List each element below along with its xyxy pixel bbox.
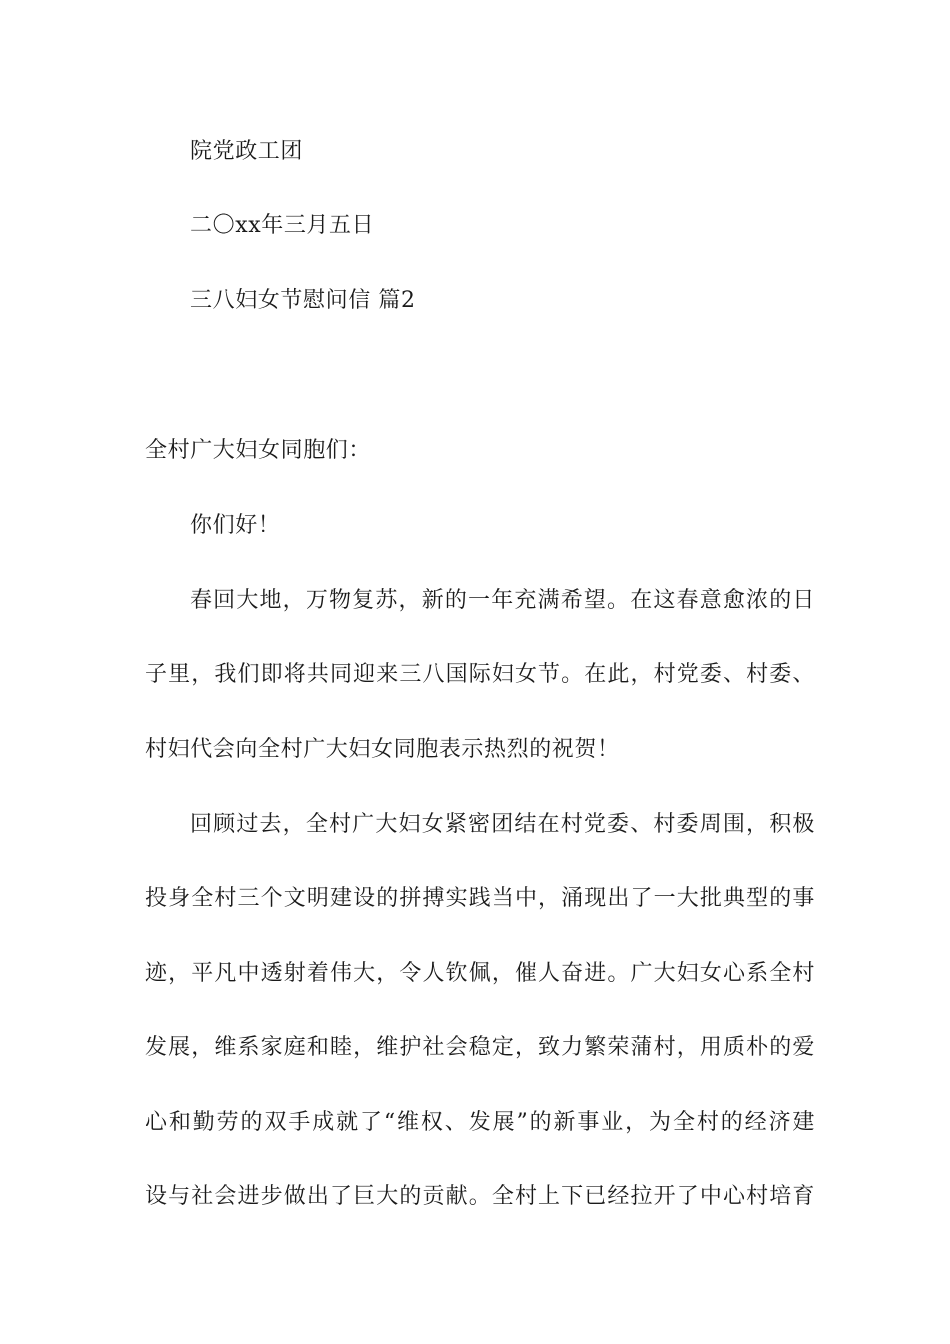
salutation: 全村广大妇女同胞们： [145,438,372,463]
section-title: 三八妇女节慰问信 篇2 [190,288,416,313]
greeting: 你们好！ [190,513,281,538]
paragraph-line: 回顾过去，全村广大妇女紧密团结在村党委、村委周围，积极 [190,812,815,837]
paragraph-line: 村妇代会向全村广大妇女同胞表示热烈的祝贺！ [145,737,620,762]
signature-org: 院党政工团 [190,139,304,164]
paragraph-line: 投身全村三个文明建设的拼搏实践当中，涌现出了一大批典型的事 [145,886,815,911]
paragraph-line: 子里，我们即将共同迎来三八国际妇女节。在此，村党委、村委、 [145,662,815,687]
paragraph-line: 迹，平凡中透射着伟大，令人钦佩，催人奋进。广大妇女心系全村 [145,961,815,986]
paragraph-line: 发展，维系家庭和睦，维护社会稳定，致力繁荣蒲村，用质朴的爱 [145,1035,815,1060]
paragraph-line: 心和勤劳的双手成就了“维权、发展”的新事业，为全村的经济建 [145,1110,815,1135]
paragraph-line: 设与社会进步做出了巨大的贡献。全村上下已经拉开了中心村培育 [145,1184,815,1209]
paragraph-line: 春回大地，万物复苏，新的一年充满希望。在这春意愈浓的日 [190,588,815,613]
signature-date: 二〇xx年三月五日 [190,213,375,238]
